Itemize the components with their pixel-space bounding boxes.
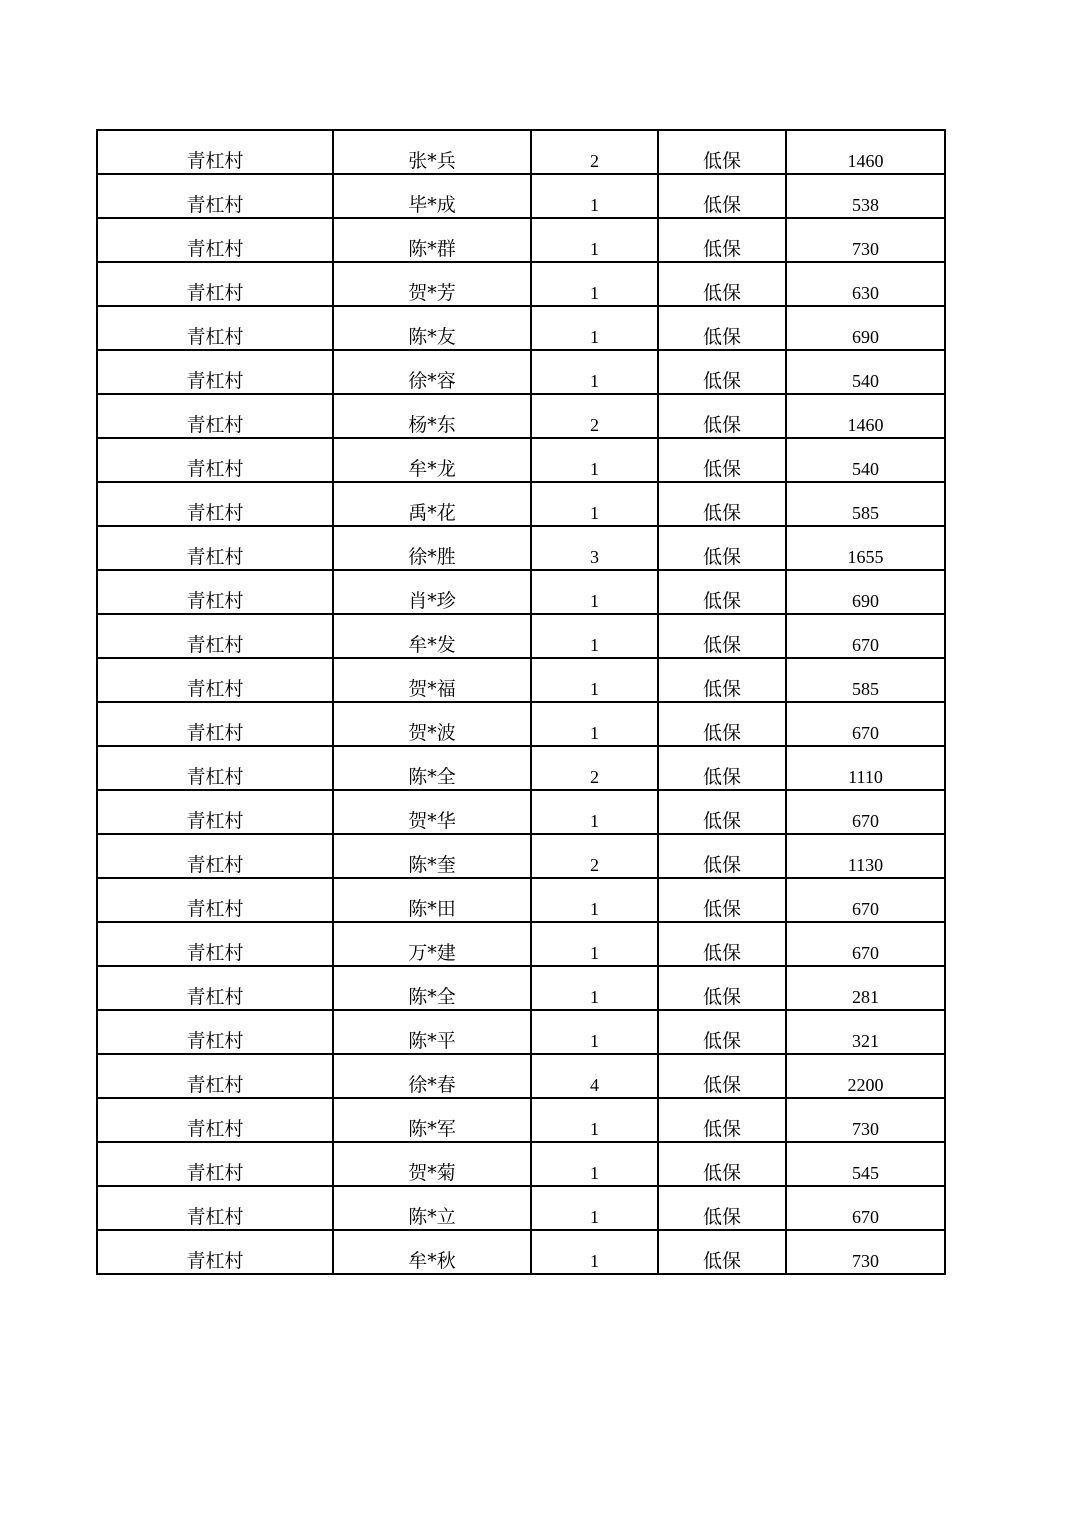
village-cell: 青杠村 [97,130,333,174]
household-size-cell: 1 [531,570,658,614]
table-row [97,262,945,306]
name-cell: 牟*秋 [333,1230,531,1274]
village-cell: 青杠村 [97,1010,333,1054]
table-row [97,878,945,922]
aid-type-cell: 低保 [658,570,786,614]
household-size-cell: 1 [531,306,658,350]
table-row [97,834,945,878]
amount-cell: 1130 [786,834,945,878]
name-cell: 贺*芳 [333,262,531,306]
name-cell: 贺*波 [333,702,531,746]
table-row [97,966,945,1010]
table-row [97,1186,945,1230]
village-cell: 青杠村 [97,262,333,306]
village-cell: 青杠村 [97,570,333,614]
name-cell: 肖*珍 [333,570,531,614]
name-cell: 陈*全 [333,966,531,1010]
aid-type-cell: 低保 [658,1186,786,1230]
name-cell: 徐*春 [333,1054,531,1098]
household-size-cell: 1 [531,702,658,746]
amount-cell: 670 [786,878,945,922]
aid-type-cell: 低保 [658,1098,786,1142]
amount-cell: 670 [786,614,945,658]
aid-type-cell: 低保 [658,1142,786,1186]
name-cell: 万*建 [333,922,531,966]
aid-type-cell: 低保 [658,702,786,746]
aid-type-cell: 低保 [658,218,786,262]
name-cell: 张*兵 [333,130,531,174]
village-cell: 青杠村 [97,1098,333,1142]
village-cell: 青杠村 [97,702,333,746]
amount-cell: 1655 [786,526,945,570]
village-cell: 青杠村 [97,834,333,878]
table-row [97,218,945,262]
village-cell: 青杠村 [97,922,333,966]
household-size-cell: 1 [531,218,658,262]
amount-cell: 540 [786,350,945,394]
aid-type-cell: 低保 [658,482,786,526]
name-cell: 陈*田 [333,878,531,922]
household-size-cell: 1 [531,878,658,922]
name-cell: 陈*群 [333,218,531,262]
village-cell: 青杠村 [97,878,333,922]
table-row [97,306,945,350]
table-row [97,350,945,394]
household-size-cell: 3 [531,526,658,570]
household-size-cell: 4 [531,1054,658,1098]
amount-cell: 670 [786,702,945,746]
table-row [97,438,945,482]
aid-type-cell: 低保 [658,174,786,218]
household-size-cell: 1 [531,174,658,218]
aid-type-cell: 低保 [658,614,786,658]
village-cell: 青杠村 [97,614,333,658]
household-size-cell: 1 [531,658,658,702]
name-cell: 禹*花 [333,482,531,526]
household-size-cell: 1 [531,1098,658,1142]
aid-type-cell: 低保 [658,262,786,306]
amount-cell: 540 [786,438,945,482]
amount-cell: 321 [786,1010,945,1054]
household-size-cell: 1 [531,262,658,306]
aid-type-cell: 低保 [658,1230,786,1274]
aid-type-cell: 低保 [658,834,786,878]
table-row [97,746,945,790]
amount-cell: 730 [786,1230,945,1274]
household-size-cell: 1 [531,614,658,658]
table-row [97,658,945,702]
name-cell: 贺*福 [333,658,531,702]
amount-cell: 545 [786,1142,945,1186]
village-cell: 青杠村 [97,966,333,1010]
household-size-cell: 1 [531,1010,658,1054]
name-cell: 牟*龙 [333,438,531,482]
village-cell: 青杠村 [97,1054,333,1098]
table-row [97,482,945,526]
name-cell: 徐*胜 [333,526,531,570]
aid-type-cell: 低保 [658,394,786,438]
household-size-cell: 2 [531,746,658,790]
aid-type-cell: 低保 [658,658,786,702]
aid-type-cell: 低保 [658,746,786,790]
household-size-cell: 1 [531,482,658,526]
name-cell: 陈*军 [333,1098,531,1142]
amount-cell: 1110 [786,746,945,790]
name-cell: 杨*东 [333,394,531,438]
table-body [97,130,945,1274]
household-size-cell: 1 [531,1186,658,1230]
village-cell: 青杠村 [97,1186,333,1230]
aid-type-cell: 低保 [658,438,786,482]
amount-cell: 281 [786,966,945,1010]
household-size-cell: 2 [531,834,658,878]
name-cell: 牟*发 [333,614,531,658]
aid-type-cell: 低保 [658,350,786,394]
relief-table [96,129,946,1275]
household-size-cell: 1 [531,1142,658,1186]
table-row [97,614,945,658]
table-row [97,130,945,174]
name-cell: 贺*华 [333,790,531,834]
name-cell: 陈*友 [333,306,531,350]
name-cell: 毕*成 [333,174,531,218]
village-cell: 青杠村 [97,394,333,438]
village-cell: 青杠村 [97,174,333,218]
table-row [97,394,945,438]
household-size-cell: 1 [531,922,658,966]
table-row [97,702,945,746]
amount-cell: 2200 [786,1054,945,1098]
amount-cell: 690 [786,570,945,614]
village-cell: 青杠村 [97,790,333,834]
table-row [97,1054,945,1098]
amount-cell: 730 [786,218,945,262]
aid-type-cell: 低保 [658,526,786,570]
table-row [97,790,945,834]
aid-type-cell: 低保 [658,966,786,1010]
amount-cell: 585 [786,482,945,526]
table-row [97,1010,945,1054]
table-row [97,1098,945,1142]
table-row [97,1142,945,1186]
name-cell: 陈*奎 [333,834,531,878]
amount-cell: 585 [786,658,945,702]
village-cell: 青杠村 [97,1230,333,1274]
amount-cell: 1460 [786,394,945,438]
name-cell: 陈*平 [333,1010,531,1054]
table-row [97,570,945,614]
amount-cell: 730 [786,1098,945,1142]
aid-type-cell: 低保 [658,130,786,174]
amount-cell: 630 [786,262,945,306]
amount-cell: 690 [786,306,945,350]
aid-type-cell: 低保 [658,878,786,922]
name-cell: 陈*立 [333,1186,531,1230]
household-size-cell: 1 [531,350,658,394]
aid-type-cell: 低保 [658,922,786,966]
amount-cell: 1460 [786,130,945,174]
amount-cell: 670 [786,922,945,966]
aid-type-cell: 低保 [658,790,786,834]
name-cell: 贺*菊 [333,1142,531,1186]
household-size-cell: 2 [531,130,658,174]
household-size-cell: 1 [531,966,658,1010]
village-cell: 青杠村 [97,658,333,702]
household-size-cell: 1 [531,790,658,834]
village-cell: 青杠村 [97,526,333,570]
village-cell: 青杠村 [97,746,333,790]
amount-cell: 538 [786,174,945,218]
aid-type-cell: 低保 [658,1010,786,1054]
household-size-cell: 1 [531,438,658,482]
name-cell: 陈*全 [333,746,531,790]
aid-type-cell: 低保 [658,306,786,350]
table-row [97,174,945,218]
village-cell: 青杠村 [97,350,333,394]
name-cell: 徐*容 [333,350,531,394]
village-cell: 青杠村 [97,218,333,262]
amount-cell: 670 [786,1186,945,1230]
table-row [97,526,945,570]
amount-cell: 670 [786,790,945,834]
village-cell: 青杠村 [97,306,333,350]
household-size-cell: 2 [531,394,658,438]
table-row [97,1230,945,1274]
table-row [97,922,945,966]
household-size-cell: 1 [531,1230,658,1274]
village-cell: 青杠村 [97,482,333,526]
aid-type-cell: 低保 [658,1054,786,1098]
village-cell: 青杠村 [97,438,333,482]
village-cell: 青杠村 [97,1142,333,1186]
